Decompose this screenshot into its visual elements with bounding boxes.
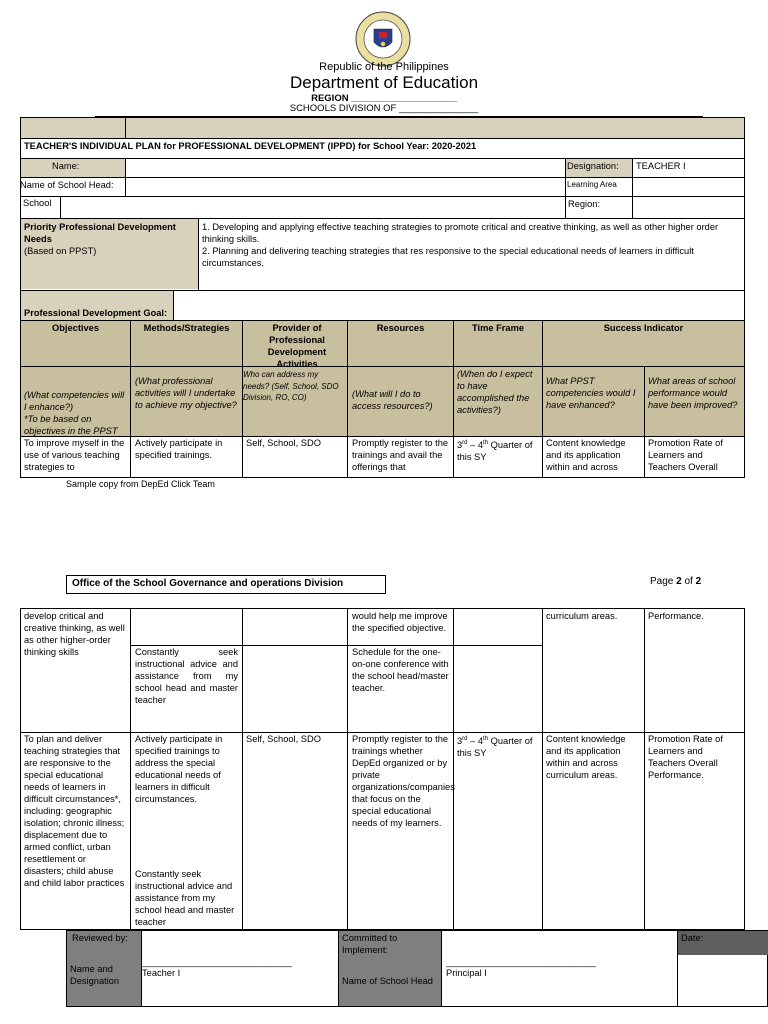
head-signature-line[interactable]: _____________________________ <box>446 957 596 967</box>
prompt-objectives: (What competencies will I enhance?) <box>24 390 125 412</box>
priority-need-2: 2. Planning and delivering teaching strategies that res responsive to the special educational needs of learners in difficult circumstances. <box>202 246 694 268</box>
head-designation: Principal I <box>446 968 487 978</box>
priority-need-1: 1. Developing and applying effective teaching strategies to promote critical and creative thinking, as well as other higher order thinking skills. <box>202 222 719 244</box>
row2-method-2: Constantly seek instructional advice and assistance from my school head and master teacher <box>135 869 235 927</box>
prompt-success-a: What PPST competencies would I have enhanced? <box>546 376 636 410</box>
goal-field[interactable] <box>174 291 744 320</box>
prompt-success-b: What areas of school performance would have been improved? <box>648 376 738 410</box>
prompt-provider: Who can address my needs? (Self, School, SDO Division, RO, CO) <box>243 370 339 402</box>
prompt-timeframe: (When do I expect to have accomplished the activities?) <box>457 369 533 415</box>
school-head-label: Name of School Head: <box>20 180 114 190</box>
office-title: Office of the School Governance and operations Division <box>72 578 344 589</box>
department-title: Department of Education <box>289 73 479 92</box>
region-label: Region: <box>568 199 601 209</box>
row2-method: Actively participate in specified trainings to address the special educational needs of learners in difficult circumstances. <box>135 734 223 804</box>
form-title: TEACHER'S INDIVIDUAL PLAN for PROFESSIONAL DEVELOPMENT (IPPD) for School Year: 2020-2021 <box>24 141 477 151</box>
row1-success-b: Promotion Rate of Learners and Teachers Overall <box>648 438 723 472</box>
row1-success-a-cont: curriculum areas. <box>546 611 618 621</box>
goal-label: Professional Development Goal: <box>24 308 168 318</box>
prompt-objectives-note: *To be based on objectives in the PPST <box>24 414 118 436</box>
reviewed-by-label: Reviewed by: <box>72 933 128 943</box>
region-line: REGION ____________________ <box>311 93 457 104</box>
reviewer-signature-line[interactable]: _____________________________ <box>142 957 292 967</box>
row1-objective-cont: develop critical and creative thinking, as well as other higher-order thinking skills <box>24 611 125 657</box>
school-head-field[interactable] <box>126 178 564 196</box>
designation-value[interactable]: TEACHER I <box>636 161 686 171</box>
school-label: School <box>23 198 52 208</box>
row1-resource-2: Schedule for the one-on-one conference with the school head/master teacher. <box>352 647 449 693</box>
row2-provider: Self, School, SDO <box>246 734 321 744</box>
name-label: Name: <box>52 161 80 171</box>
republic-label: Republic of the Philippines <box>319 61 449 73</box>
priority-label: Priority Professional Development Needs <box>24 222 176 244</box>
row1-timeframe: 3rd – 4th Quarter of this SY <box>457 440 533 463</box>
page-number: Page 2 of 2 <box>650 576 702 587</box>
top-tan-row <box>21 118 744 138</box>
row2-resource: Promptly register to the trainings whether DepEd organized or by private organizations/companies that focus on the special educational needs of my learners. <box>352 734 455 828</box>
prompt-methods: (What professional activities will I undertake to achieve my objective? <box>135 376 237 410</box>
name-designation-label: Name and Designation <box>70 964 120 986</box>
division-line: SCHOOLS DIVISION OF _______________ <box>289 103 479 114</box>
header-objectives: Objectives <box>51 323 100 333</box>
row2-objective: To plan and deliver teaching strategies that are responsive to the special educational needs of learners in difficult circumstances*, including: geographic isolation; chronic illness; displacement due to armed conflict, urban resettlement or disasters; child abuse and child labor practices <box>24 734 125 888</box>
school-field[interactable] <box>61 197 564 217</box>
reviewer-designation: Teacher I <box>142 968 181 978</box>
header-resources: Resources <box>376 323 425 333</box>
learning-area-label: Learning Area <box>567 180 617 189</box>
header-success: Success Indicator <box>603 323 684 333</box>
prompt-resources: (What will I do to access resources?) <box>352 389 433 411</box>
row2-success-a: Content knowledge and its application within and across curriculum areas. <box>546 734 626 780</box>
school-head-sign-label: Name of School Head <box>342 976 433 986</box>
row2-success-b: Promotion Rate of Learners and Teachers Overall Performance. <box>648 734 723 780</box>
row1-resource: Promptly register to the trainings and avail the offerings that <box>352 438 449 472</box>
header-methods: Methods/Strategies <box>143 323 230 333</box>
row1-method: Actively participate in specified trainings. <box>135 438 223 460</box>
designation-label: Designation: <box>567 161 619 171</box>
name-field[interactable] <box>126 159 564 177</box>
priority-sub: (Based on PPST) <box>24 246 97 256</box>
row1-success-a: Content knowledge and its application within and across <box>546 438 626 472</box>
row1-objective: To improve myself in the use of various teaching strategies to <box>24 438 125 472</box>
row1-resource-cont: would help me improve the specified objective. <box>352 611 448 633</box>
header-timeframe: Time Frame <box>471 323 525 333</box>
deped-seal <box>354 10 412 68</box>
date-label: Date: <box>681 933 704 943</box>
row1-success-b-cont: Performance. <box>648 611 704 621</box>
footer-note: Sample copy from DepEd Click Team <box>66 479 215 489</box>
row1-method-2: Constantly seek instructional advice and assistance from my school head and master teacher <box>135 647 238 705</box>
row2-timeframe: 3rd – 4th Quarter of this SY <box>457 736 533 759</box>
header-provider: Provider of Professional Development Activities <box>267 323 327 369</box>
row1-provider: Self, School, SDO <box>246 438 321 448</box>
committed-label: Committed to Implement: <box>342 933 398 955</box>
